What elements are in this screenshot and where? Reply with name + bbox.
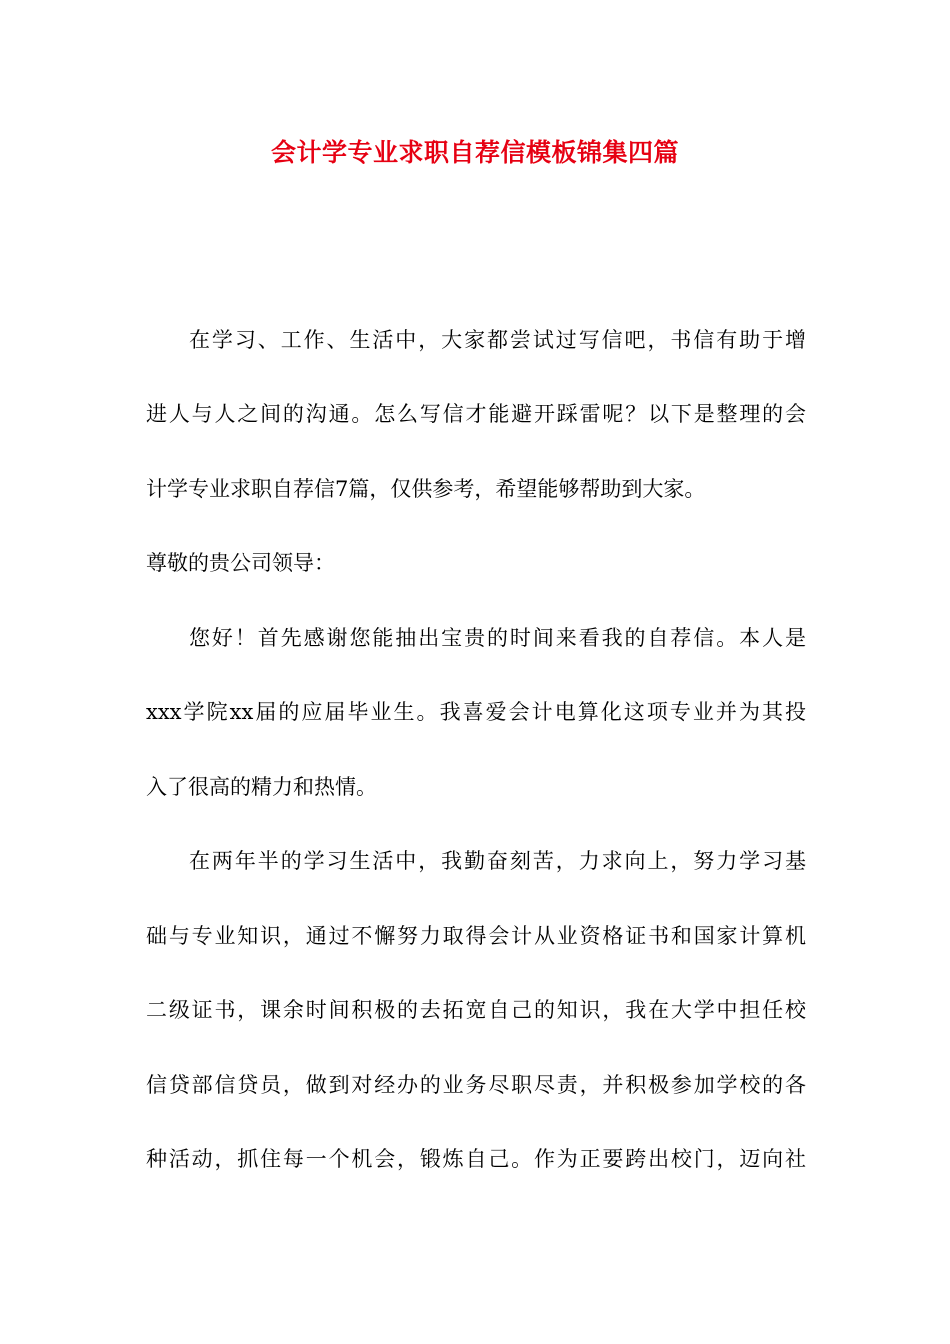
paragraph-line: 二级证书，课余时间积极的去拓宽自己的知识，我在大学中担任校: [146, 998, 806, 1022]
paragraph-line: 在学习、工作、生活中，大家都尝试过写信吧，书信有助于增: [189, 328, 806, 352]
paragraph-line: 种活动，抓住每一个机会，锻炼自己。作为正要跨出校门，迈向社: [146, 1147, 806, 1171]
paragraph-line: 在两年半的学习生活中，我勤奋刻苦，力求向上，努力学习基: [189, 849, 806, 873]
paragraph-line: 进人与人之间的沟通。怎么写信才能避开踩雷呢？以下是整理的会: [146, 402, 806, 426]
salutation-line: 尊敬的贵公司领导：: [146, 551, 335, 575]
paragraph-line: xxx学院xx届的应届毕业生。我喜爱会计电算化这项专业并为其投: [146, 700, 806, 724]
paragraph-line: 计学专业求职自荐信7篇，仅供参考，希望能够帮助到大家。: [146, 477, 706, 501]
paragraph-line: 信贷部信贷员，做到对经办的业务尽职尽责，并积极参加学校的各: [146, 1073, 806, 1097]
document-title: 会计学专业求职自荐信模板锦集四篇: [270, 138, 679, 167]
paragraph-line: 础与专业知识，通过不懈努力取得会计从业资格证书和国家计算机: [146, 924, 806, 948]
paragraph-line: 您好！首先感谢您能抽出宝贵的时间来看我的自荐信。本人是: [189, 626, 806, 650]
paragraph-line: 入了很高的精力和热情。: [146, 775, 377, 799]
